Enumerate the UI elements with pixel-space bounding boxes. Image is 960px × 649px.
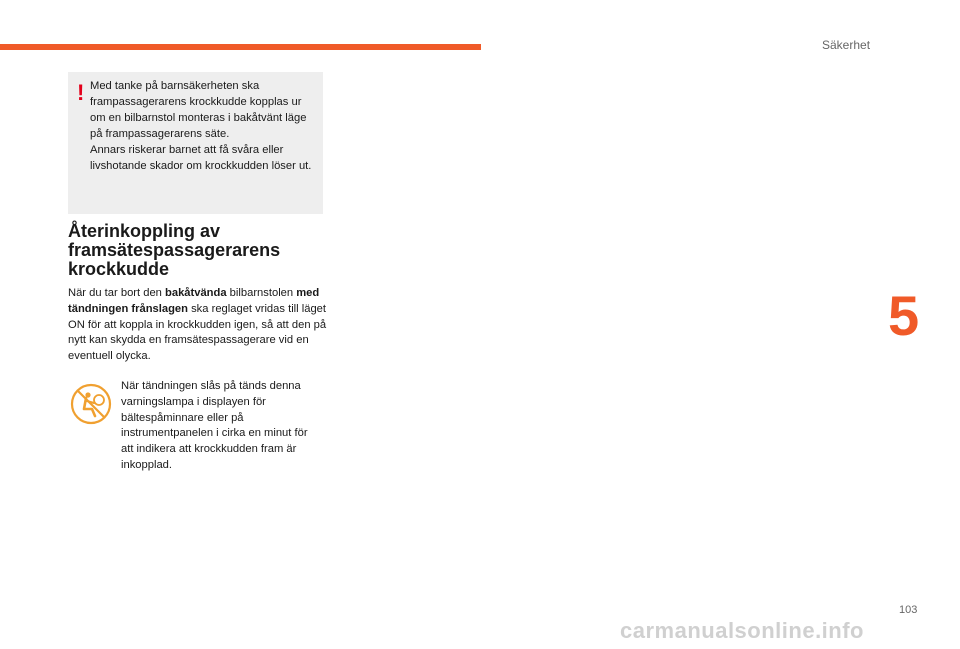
- warning-text-content: Med tanke på barnsäkerheten ska frampassagerarens krockkudde kopplas ur om en bilbarnstol monteras i bakåtvänt läge på frampassagerarens säte. Annars riskerar barnet att få svåra eller livshotande skador om krockkudden löser ut.: [90, 80, 312, 172]
- section-title: Säkerhet: [822, 38, 871, 52]
- chapter-number: 5: [888, 284, 920, 347]
- page-number: 103: [899, 604, 918, 616]
- airbag-off-warning-lamp-icon: [70, 383, 112, 425]
- para-bold-2: med tändningen frånslagen: [68, 287, 320, 315]
- watermark: carmanualsonline.info: [620, 618, 864, 643]
- para-text-2: bilbarnstolen: [226, 287, 297, 299]
- warning-box: [68, 72, 323, 214]
- warning-text: [90, 78, 318, 174]
- exclamation-icon: !: [77, 80, 85, 105]
- para-text-1: När du tar bort den: [68, 287, 166, 299]
- lamp-description: När tändningen slås på tänds denna varningslampa i displayen för bältespåminnare eller på instrumentpanelen i cirka en minut för att indikera att krockkudden fram är inkopplad.: [121, 380, 308, 471]
- top-accent-bar: [0, 44, 481, 50]
- para-bold-1: bakåtvända: [165, 287, 227, 299]
- section-heading: Återinkoppling av framsätespassagerarens krockkudde: [68, 221, 281, 279]
- body-paragraph: [68, 286, 330, 365]
- para-text-3: ska reglaget vridas till läget ON för att koppla in krockkudden igen, så att den på nytt kan skydda en framsätespassagerare vid en eventuell olycka.: [68, 302, 327, 363]
